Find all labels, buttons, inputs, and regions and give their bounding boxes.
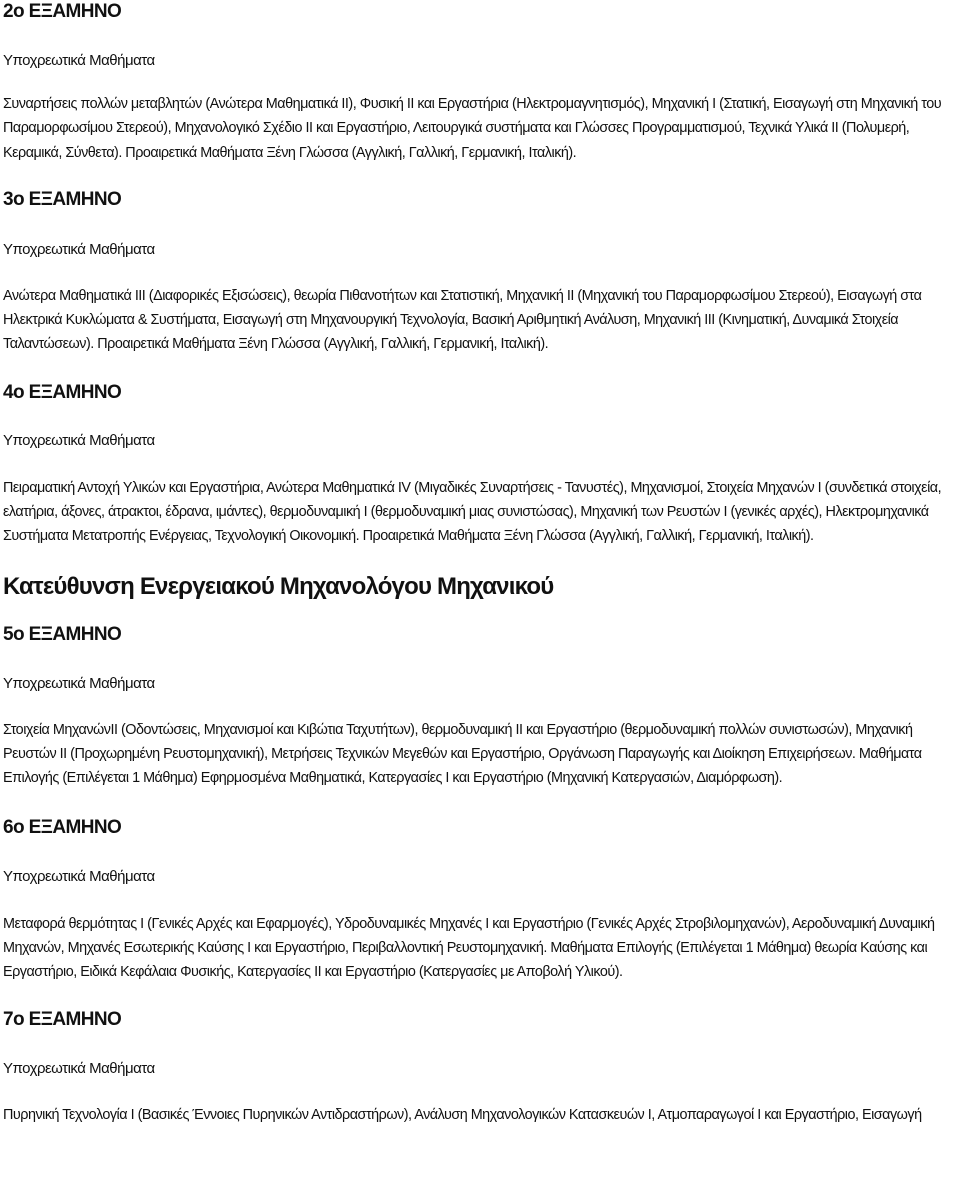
semester-6-title: 6ο ΕΞΑΜΗΝΟ	[3, 816, 122, 838]
semester-2-courses: Συναρτήσεις πολλών μεταβλητών (Ανώτερα Μαθηματικά ΙΙ), Φυσική ΙΙ και Εργαστήρια (Ηλεκτρομαγνητισμός), Μηχανική Ι (Στατική, Εισαγωγή στη Μηχανική του Παραμορφωσίμου Στερεού), Μηχανολογικό Σχέδιο ΙΙ και Εργαστήριο, Λειτουργικά συστήματα και Γλώσσες Προγραμματισμού, Τεχνικά Υλικά ΙΙ (Πολυμερή, Κεραμικά, Σύνθετα). Προαιρετικά Μαθήματα Ξένη Γλώσσα (Αγγλική, Γαλλική, Γερμανική, Ιταλική).	[3, 96, 942, 161]
semester-4-title: 4ο ΕΞΑΜΗΝΟ	[3, 381, 122, 403]
semester-3-courses: Ανώτερα Μαθηματικά ΙΙΙ (Διαφορικές Εξισώσεις), θεωρία Πιθανοτήτων και Στατιστική, Μηχανική ΙΙ (Μηχανική του Παραμορφωσίμου Στερεού), Εισαγωγή στα Ηλεκτρικά Κυκλώματα & Συστήματα, Εισαγωγή στη Μηχανουργική Τεχνολογία, Βασική Αριθμητική Ανάλυση, Μηχανική ΙΙΙ (Κινηματική, Δυναμικά Στοιχεία Ταλαντώσεων). Προαιρετικά Μαθήματα Ξένη Γλώσσα (Αγγλική, Γαλλική, Γερμανική, Ιταλική).	[3, 287, 922, 353]
semester-3-section	[3, 188, 956, 357]
semester-7-courses: Πυρηνική Τεχνολογία Ι (Βασικές Έννοιες Πυρηνικών Αντιδραστήρων), Ανάλυση Μηχανολογικών Κατασκευών Ι, Ατμοπαραγωγοί Ι και Εργαστήριο, Εισαγωγή	[3, 1107, 922, 1124]
semester-7-section	[3, 1008, 956, 1127]
semester-5-subtitle: Υποχρεωτικά Μαθήματα	[3, 674, 155, 692]
semester-3-subtitle: Υποχρεωτικά Μαθήματα	[3, 240, 155, 258]
semester-4-subtitle: Υποχρεωτικά Μαθήματα	[3, 431, 155, 449]
semester-2-section	[3, 0, 956, 165]
semester-5-courses: Στοιχεία ΜηχανώνΙΙ (Οδοντώσεις, Μηχανισμοί και Κιβώτια Ταχυτήτων), θερμοδυναμική ΙΙ και Εργαστήριο (θερμοδυναμική πολλών συνιστωσών), Μηχανική Ρευστών ΙΙ (Προχωρημένη Ρευστομηχανική), Μετρήσεις Τεχνικών Μεγεθών και Εργαστήριο, Οργάνωση Παραγωγής και Διοίκηση Επιχειρήσεων. Μαθήματα Επιλογής (Επιλέγεται 1 Μάθημα) Εφηρμοσμένα Μαθηματικά, Κατεργασίες Ι και Εργαστήριο (Μηχανική Κατεργασιών, Διαμόρφωση).	[3, 721, 922, 787]
track-title: Κατεύθυνση Ενεργειακού Μηχανολόγου Μηχανικού	[3, 572, 554, 600]
semester-5-section	[3, 623, 956, 791]
semester-2-title: 2ο ΕΞΑΜΗΝΟ	[3, 1, 122, 22]
semester-7-subtitle: Υποχρεωτικά Μαθήματα	[3, 1060, 155, 1078]
semester-5-title: 5ο ΕΞΑΜΗΝΟ	[3, 623, 122, 645]
semester-6-section	[3, 816, 956, 985]
track-section	[3, 572, 956, 602]
semester-7-title: 7ο ΕΞΑΜΗΝΟ	[3, 1009, 122, 1031]
semester-6-subtitle: Υποχρεωτικά Μαθήματα	[3, 867, 155, 885]
semester-4-section	[3, 381, 956, 549]
semester-4-courses: Πειραματική Αντοχή Υλικών και Εργαστήρια, Ανώτερα Μαθηματικά IV (Μιγαδικές Συναρτήσεις - Τανυστές), Μηχανισμοί, Στοιχεία Μηχανών Ι (συνδετικά στοιχεία, ελατήρια, άξονες, άτρακτοι, έδρανα, ιμάντες), θερμοδυναμική Ι (θερμοδυναμική μιας συνιστώσας), Μηχανική των Ρευστών Ι (γενικές αρχές), Ηλεκτρομηχανικά Συστήματα Μετατροπής Ενέργειας, Τεχνολογική Οικονομική. Προαιρετικά Μαθήματα Ξένη Γλώσσα (Αγγλική, Γαλλική, Γερμανική, Ιταλική).	[3, 479, 942, 545]
semester-6-courses: Μεταφορά θερμότητας Ι (Γενικές Αρχές και Εφαρμογές), Υδροδυναμικές Μηχανές Ι και Εργαστήριο (Γενικές Αρχές Στροβιλομηχανών), Αεροδυναμική Δυναμική Μηχανών, Μηχανές Εσωτερικής Καύσης Ι και Εργαστήριο, Περιβαλλοντική Ρευστομηχανική. Μαθήματα Επιλογής (Επιλέγεται 1 Μάθημα) θεωρία Καύσης και Εργαστήριο, Ειδικά Κεφάλαια Φυσικής, Κατεργασίες ΙΙ και Εργαστήριο (Κατεργασίες με Αποβολή Υλικού).	[3, 915, 935, 981]
semester-3-title: 3ο ΕΞΑΜΗΝΟ	[3, 188, 122, 210]
semester-2-subtitle: Υποχρεωτικά Μαθήματα	[3, 52, 155, 69]
